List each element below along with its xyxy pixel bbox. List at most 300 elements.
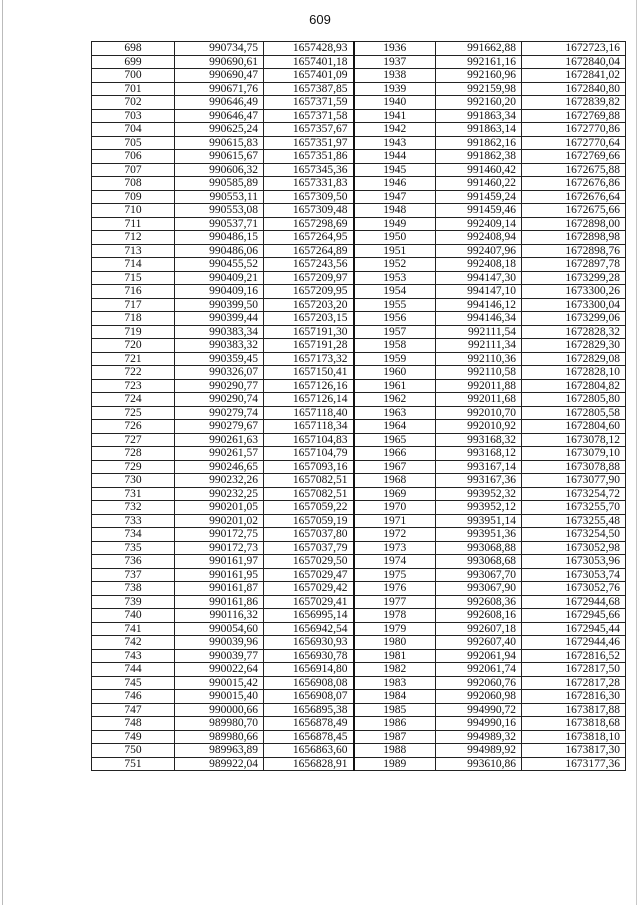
- x-coordinate-cell: 993168,12: [436, 447, 522, 461]
- y-coordinate-cell: 1673053,74: [522, 568, 626, 582]
- table-row: [92, 501, 626, 515]
- point-number-cell: 1981: [354, 649, 436, 663]
- point-number-cell: 1938: [354, 69, 436, 83]
- x-coordinate-cell: 990279,74: [175, 406, 264, 420]
- x-coordinate-cell: 994147,30: [436, 271, 522, 285]
- y-coordinate-cell: 1657264,89: [264, 244, 354, 258]
- table-row: [92, 96, 626, 110]
- table-row: [92, 447, 626, 461]
- point-number-cell: 740: [92, 609, 175, 623]
- point-number-cell: 700: [92, 69, 175, 83]
- x-coordinate-cell: 990690,47: [175, 69, 264, 83]
- y-coordinate-cell: 1656895,38: [264, 703, 354, 717]
- table-row: [92, 177, 626, 191]
- x-coordinate-cell: 992159,98: [436, 82, 522, 96]
- x-coordinate-cell: 990022,64: [175, 663, 264, 677]
- point-number-cell: 1940: [354, 96, 436, 110]
- x-coordinate-cell: 992111,54: [436, 325, 522, 339]
- table-row: [92, 69, 626, 83]
- x-coordinate-cell: 989963,89: [175, 744, 264, 758]
- y-coordinate-cell: 1657104,79: [264, 447, 354, 461]
- coordinates-table: [91, 41, 626, 771]
- y-coordinate-cell: 1673299,28: [522, 271, 626, 285]
- y-coordinate-cell: 1657428,93: [264, 42, 354, 56]
- y-coordinate-cell: 1657082,51: [264, 474, 354, 488]
- point-number-cell: 1988: [354, 744, 436, 758]
- table-row: [92, 123, 626, 137]
- point-number-cell: 1941: [354, 109, 436, 123]
- y-coordinate-cell: 1657126,16: [264, 379, 354, 393]
- point-number-cell: 1984: [354, 690, 436, 704]
- y-coordinate-cell: 1656930,78: [264, 649, 354, 663]
- y-coordinate-cell: 1656878,45: [264, 730, 354, 744]
- y-coordinate-cell: 1673052,76: [522, 582, 626, 596]
- y-coordinate-cell: 1657209,95: [264, 285, 354, 299]
- y-coordinate-cell: 1656908,08: [264, 676, 354, 690]
- y-coordinate-cell: 1656995,14: [264, 609, 354, 623]
- x-coordinate-cell: 990606,32: [175, 163, 264, 177]
- x-coordinate-cell: 991459,46: [436, 204, 522, 218]
- point-number-cell: 698: [92, 42, 175, 56]
- x-coordinate-cell: 990625,24: [175, 123, 264, 137]
- y-coordinate-cell: 1657203,20: [264, 298, 354, 312]
- y-coordinate-cell: 1656908,07: [264, 690, 354, 704]
- point-number-cell: 1977: [354, 595, 436, 609]
- point-number-cell: 738: [92, 582, 175, 596]
- y-coordinate-cell: 1672804,60: [522, 420, 626, 434]
- point-number-cell: 1986: [354, 717, 436, 731]
- y-coordinate-cell: 1672898,76: [522, 244, 626, 258]
- x-coordinate-cell: 990161,95: [175, 568, 264, 582]
- y-coordinate-cell: 1673078,12: [522, 433, 626, 447]
- point-number-cell: 748: [92, 717, 175, 731]
- point-number-cell: 1974: [354, 555, 436, 569]
- point-number-cell: 736: [92, 555, 175, 569]
- x-coordinate-cell: 992161,16: [436, 55, 522, 69]
- x-coordinate-cell: 990671,76: [175, 82, 264, 96]
- point-number-cell: 741: [92, 622, 175, 636]
- point-number-cell: 722: [92, 366, 175, 380]
- coordinates-table-body: [92, 42, 626, 771]
- y-coordinate-cell: 1672829,30: [522, 339, 626, 353]
- x-coordinate-cell: 990690,61: [175, 55, 264, 69]
- x-coordinate-cell: 990409,21: [175, 271, 264, 285]
- y-coordinate-cell: 1672675,66: [522, 204, 626, 218]
- y-coordinate-cell: 1672817,50: [522, 663, 626, 677]
- x-coordinate-cell: 990359,45: [175, 352, 264, 366]
- table-row: [92, 474, 626, 488]
- y-coordinate-cell: 1657126,14: [264, 393, 354, 407]
- x-coordinate-cell: 992061,94: [436, 649, 522, 663]
- table-row: [92, 744, 626, 758]
- point-number-cell: 1976: [354, 582, 436, 596]
- point-number-cell: 1936: [354, 42, 436, 56]
- table-row: [92, 420, 626, 434]
- table-row: [92, 676, 626, 690]
- x-coordinate-cell: 989980,66: [175, 730, 264, 744]
- point-number-cell: 718: [92, 312, 175, 326]
- point-number-cell: 712: [92, 231, 175, 245]
- y-coordinate-cell: 1656942,54: [264, 622, 354, 636]
- x-coordinate-cell: 993952,12: [436, 501, 522, 515]
- x-coordinate-cell: 990290,74: [175, 393, 264, 407]
- table-row: [92, 690, 626, 704]
- point-number-cell: 743: [92, 649, 175, 663]
- point-number-cell: 1943: [354, 136, 436, 150]
- point-number-cell: 742: [92, 636, 175, 650]
- point-number-cell: 732: [92, 501, 175, 515]
- point-number-cell: 1983: [354, 676, 436, 690]
- y-coordinate-cell: 1657309,48: [264, 204, 354, 218]
- x-coordinate-cell: 992608,36: [436, 595, 522, 609]
- x-coordinate-cell: 991863,14: [436, 123, 522, 137]
- y-coordinate-cell: 1672769,66: [522, 150, 626, 164]
- x-coordinate-cell: 991460,42: [436, 163, 522, 177]
- y-coordinate-cell: 1673053,96: [522, 555, 626, 569]
- y-coordinate-cell: 1657298,69: [264, 217, 354, 231]
- x-coordinate-cell: 992110,36: [436, 352, 522, 366]
- x-coordinate-cell: 994990,72: [436, 703, 522, 717]
- x-coordinate-cell: 990232,26: [175, 474, 264, 488]
- point-number-cell: 701: [92, 82, 175, 96]
- x-coordinate-cell: 992160,20: [436, 96, 522, 110]
- x-coordinate-cell: 990455,52: [175, 258, 264, 272]
- x-coordinate-cell: 990734,75: [175, 42, 264, 56]
- table-row: [92, 514, 626, 528]
- table-row: [92, 717, 626, 731]
- y-coordinate-cell: 1672898,98: [522, 231, 626, 245]
- y-coordinate-cell: 1657371,59: [264, 96, 354, 110]
- point-number-cell: 706: [92, 150, 175, 164]
- table-row: [92, 366, 626, 380]
- y-coordinate-cell: 1672770,64: [522, 136, 626, 150]
- x-coordinate-cell: 990039,77: [175, 649, 264, 663]
- point-number-cell: 728: [92, 447, 175, 461]
- y-coordinate-cell: 1656914,80: [264, 663, 354, 677]
- point-number-cell: 733: [92, 514, 175, 528]
- x-coordinate-cell: 991460,22: [436, 177, 522, 191]
- table-row: [92, 433, 626, 447]
- scan-edge-right: [636, 0, 637, 905]
- x-coordinate-cell: 992607,40: [436, 636, 522, 650]
- y-coordinate-cell: 1657029,41: [264, 595, 354, 609]
- x-coordinate-cell: 990615,67: [175, 150, 264, 164]
- page-number: 609: [309, 12, 331, 27]
- x-coordinate-cell: 990383,34: [175, 325, 264, 339]
- table-row: [92, 757, 626, 771]
- table-row: [92, 244, 626, 258]
- table-row: [92, 703, 626, 717]
- x-coordinate-cell: 990646,49: [175, 96, 264, 110]
- point-number-cell: 744: [92, 663, 175, 677]
- table-row: [92, 582, 626, 596]
- point-number-cell: 1964: [354, 420, 436, 434]
- point-number-cell: 1939: [354, 82, 436, 96]
- y-coordinate-cell: 1657093,16: [264, 460, 354, 474]
- y-coordinate-cell: 1657173,32: [264, 352, 354, 366]
- point-number-cell: 1951: [354, 244, 436, 258]
- y-coordinate-cell: 1672945,44: [522, 622, 626, 636]
- x-coordinate-cell: 992110,58: [436, 366, 522, 380]
- y-coordinate-cell: 1657029,42: [264, 582, 354, 596]
- point-number-cell: 713: [92, 244, 175, 258]
- x-coordinate-cell: 990585,89: [175, 177, 264, 191]
- y-coordinate-cell: 1657118,40: [264, 406, 354, 420]
- point-number-cell: 1979: [354, 622, 436, 636]
- y-coordinate-cell: 1672676,86: [522, 177, 626, 191]
- x-coordinate-cell: 990232,25: [175, 487, 264, 501]
- point-number-cell: 1975: [354, 568, 436, 582]
- y-coordinate-cell: 1672676,64: [522, 190, 626, 204]
- y-coordinate-cell: 1673255,48: [522, 514, 626, 528]
- point-number-cell: 1966: [354, 447, 436, 461]
- point-number-cell: 709: [92, 190, 175, 204]
- x-coordinate-cell: 993610,86: [436, 757, 522, 771]
- point-number-cell: 702: [92, 96, 175, 110]
- y-coordinate-cell: 1672898,00: [522, 217, 626, 231]
- table-row: [92, 150, 626, 164]
- y-coordinate-cell: 1673299,06: [522, 312, 626, 326]
- y-coordinate-cell: 1673077,90: [522, 474, 626, 488]
- y-coordinate-cell: 1672723,16: [522, 42, 626, 56]
- x-coordinate-cell: 990646,47: [175, 109, 264, 123]
- x-coordinate-cell: 990261,57: [175, 447, 264, 461]
- x-coordinate-cell: 990039,96: [175, 636, 264, 650]
- y-coordinate-cell: 1657118,34: [264, 420, 354, 434]
- y-coordinate-cell: 1672816,30: [522, 690, 626, 704]
- y-coordinate-cell: 1672817,28: [522, 676, 626, 690]
- y-coordinate-cell: 1672944,68: [522, 595, 626, 609]
- x-coordinate-cell: 990486,15: [175, 231, 264, 245]
- table-row: [92, 339, 626, 353]
- point-number-cell: 1957: [354, 325, 436, 339]
- x-coordinate-cell: 990201,02: [175, 514, 264, 528]
- point-number-cell: 1973: [354, 541, 436, 555]
- point-number-cell: 726: [92, 420, 175, 434]
- point-number-cell: 1969: [354, 487, 436, 501]
- y-coordinate-cell: 1657331,83: [264, 177, 354, 191]
- y-coordinate-cell: 1673255,70: [522, 501, 626, 515]
- y-coordinate-cell: 1657401,18: [264, 55, 354, 69]
- y-coordinate-cell: 1657203,15: [264, 312, 354, 326]
- table-row: [92, 325, 626, 339]
- point-number-cell: 699: [92, 55, 175, 69]
- x-coordinate-cell: 990161,97: [175, 555, 264, 569]
- table-row: [92, 82, 626, 96]
- table-row: [92, 609, 626, 623]
- point-number-cell: 747: [92, 703, 175, 717]
- point-number-cell: 1965: [354, 433, 436, 447]
- table-row: [92, 352, 626, 366]
- table-row: [92, 568, 626, 582]
- point-number-cell: 1962: [354, 393, 436, 407]
- point-number-cell: 749: [92, 730, 175, 744]
- point-number-cell: 719: [92, 325, 175, 339]
- x-coordinate-cell: 990172,75: [175, 528, 264, 542]
- y-coordinate-cell: 1657357,67: [264, 123, 354, 137]
- y-coordinate-cell: 1656863,60: [264, 744, 354, 758]
- table-row: [92, 298, 626, 312]
- table-row: [92, 163, 626, 177]
- y-coordinate-cell: 1673052,98: [522, 541, 626, 555]
- x-coordinate-cell: 989922,04: [175, 757, 264, 771]
- point-number-cell: 1956: [354, 312, 436, 326]
- y-coordinate-cell: 1673300,26: [522, 285, 626, 299]
- y-coordinate-cell: 1657351,97: [264, 136, 354, 150]
- y-coordinate-cell: 1673817,30: [522, 744, 626, 758]
- point-number-cell: 1950: [354, 231, 436, 245]
- x-coordinate-cell: 994147,10: [436, 285, 522, 299]
- table-row: [92, 217, 626, 231]
- point-number-cell: 1980: [354, 636, 436, 650]
- y-coordinate-cell: 1672675,88: [522, 163, 626, 177]
- x-coordinate-cell: 990615,83: [175, 136, 264, 150]
- x-coordinate-cell: 990261,63: [175, 433, 264, 447]
- point-number-cell: 1948: [354, 204, 436, 218]
- table-row: [92, 393, 626, 407]
- x-coordinate-cell: 993951,36: [436, 528, 522, 542]
- point-number-cell: 715: [92, 271, 175, 285]
- point-number-cell: 751: [92, 757, 175, 771]
- x-coordinate-cell: 990399,44: [175, 312, 264, 326]
- y-coordinate-cell: 1673078,88: [522, 460, 626, 474]
- x-coordinate-cell: 993067,90: [436, 582, 522, 596]
- y-coordinate-cell: 1657059,22: [264, 501, 354, 515]
- y-coordinate-cell: 1672840,04: [522, 55, 626, 69]
- y-coordinate-cell: 1672805,80: [522, 393, 626, 407]
- table-row: [92, 271, 626, 285]
- y-coordinate-cell: 1657037,80: [264, 528, 354, 542]
- point-number-cell: 1937: [354, 55, 436, 69]
- x-coordinate-cell: 991662,88: [436, 42, 522, 56]
- x-coordinate-cell: 993167,36: [436, 474, 522, 488]
- y-coordinate-cell: 1673300,04: [522, 298, 626, 312]
- x-coordinate-cell: 990054,60: [175, 622, 264, 636]
- point-number-cell: 705: [92, 136, 175, 150]
- y-coordinate-cell: 1657345,36: [264, 163, 354, 177]
- x-coordinate-cell: 989980,70: [175, 717, 264, 731]
- x-coordinate-cell: 991459,24: [436, 190, 522, 204]
- y-coordinate-cell: 1672945,66: [522, 609, 626, 623]
- point-number-cell: 704: [92, 123, 175, 137]
- x-coordinate-cell: 990172,73: [175, 541, 264, 555]
- x-coordinate-cell: 990486,06: [175, 244, 264, 258]
- y-coordinate-cell: 1673818,10: [522, 730, 626, 744]
- table-row: [92, 136, 626, 150]
- y-coordinate-cell: 1657401,09: [264, 69, 354, 83]
- y-coordinate-cell: 1672828,32: [522, 325, 626, 339]
- x-coordinate-cell: 993168,32: [436, 433, 522, 447]
- x-coordinate-cell: 990326,07: [175, 366, 264, 380]
- y-coordinate-cell: 1656878,49: [264, 717, 354, 731]
- point-number-cell: 1978: [354, 609, 436, 623]
- point-number-cell: 716: [92, 285, 175, 299]
- y-coordinate-cell: 1673254,72: [522, 487, 626, 501]
- table-row: [92, 636, 626, 650]
- x-coordinate-cell: 992408,18: [436, 258, 522, 272]
- point-number-cell: 734: [92, 528, 175, 542]
- table-row: [92, 649, 626, 663]
- x-coordinate-cell: 993951,14: [436, 514, 522, 528]
- point-number-cell: 1945: [354, 163, 436, 177]
- scan-edge-left: [2, 0, 3, 905]
- point-number-cell: 1961: [354, 379, 436, 393]
- point-number-cell: 1946: [354, 177, 436, 191]
- y-coordinate-cell: 1657191,28: [264, 339, 354, 353]
- y-coordinate-cell: 1656930,93: [264, 636, 354, 650]
- x-coordinate-cell: 992060,98: [436, 690, 522, 704]
- y-coordinate-cell: 1657059,19: [264, 514, 354, 528]
- x-coordinate-cell: 992407,96: [436, 244, 522, 258]
- y-coordinate-cell: 1672840,80: [522, 82, 626, 96]
- point-number-cell: 731: [92, 487, 175, 501]
- point-number-cell: 1947: [354, 190, 436, 204]
- point-number-cell: 707: [92, 163, 175, 177]
- table-row: [92, 730, 626, 744]
- x-coordinate-cell: 992111,34: [436, 339, 522, 353]
- table-row: [92, 109, 626, 123]
- y-coordinate-cell: 1672829,08: [522, 352, 626, 366]
- x-coordinate-cell: 993068,88: [436, 541, 522, 555]
- point-number-cell: 730: [92, 474, 175, 488]
- point-number-cell: 1963: [354, 406, 436, 420]
- y-coordinate-cell: 1672828,10: [522, 366, 626, 380]
- point-number-cell: 708: [92, 177, 175, 191]
- table-row: [92, 595, 626, 609]
- point-number-cell: 1958: [354, 339, 436, 353]
- point-number-cell: 710: [92, 204, 175, 218]
- table-row: [92, 42, 626, 56]
- table-row: [92, 663, 626, 677]
- x-coordinate-cell: 990015,40: [175, 690, 264, 704]
- table-row: [92, 622, 626, 636]
- x-coordinate-cell: 990201,05: [175, 501, 264, 515]
- x-coordinate-cell: 991862,16: [436, 136, 522, 150]
- point-number-cell: 750: [92, 744, 175, 758]
- x-coordinate-cell: 992409,14: [436, 217, 522, 231]
- y-coordinate-cell: 1657371,58: [264, 109, 354, 123]
- table-row: [92, 460, 626, 474]
- point-number-cell: 725: [92, 406, 175, 420]
- y-coordinate-cell: 1672944,46: [522, 636, 626, 650]
- y-coordinate-cell: 1672897,78: [522, 258, 626, 272]
- y-coordinate-cell: 1672841,02: [522, 69, 626, 83]
- y-coordinate-cell: 1657243,56: [264, 258, 354, 272]
- x-coordinate-cell: 990246,65: [175, 460, 264, 474]
- x-coordinate-cell: 990383,32: [175, 339, 264, 353]
- x-coordinate-cell: 994146,34: [436, 312, 522, 326]
- point-number-cell: 1949: [354, 217, 436, 231]
- x-coordinate-cell: 990161,87: [175, 582, 264, 596]
- x-coordinate-cell: 993067,70: [436, 568, 522, 582]
- point-number-cell: 735: [92, 541, 175, 555]
- point-number-cell: 723: [92, 379, 175, 393]
- y-coordinate-cell: 1673817,88: [522, 703, 626, 717]
- point-number-cell: 1982: [354, 663, 436, 677]
- x-coordinate-cell: 992160,96: [436, 69, 522, 83]
- point-number-cell: 1972: [354, 528, 436, 542]
- point-number-cell: 703: [92, 109, 175, 123]
- x-coordinate-cell: 990279,67: [175, 420, 264, 434]
- x-coordinate-cell: 994989,92: [436, 744, 522, 758]
- point-number-cell: 737: [92, 568, 175, 582]
- x-coordinate-cell: 994146,12: [436, 298, 522, 312]
- table-row: [92, 55, 626, 69]
- point-number-cell: 745: [92, 676, 175, 690]
- point-number-cell: 717: [92, 298, 175, 312]
- x-coordinate-cell: 991863,34: [436, 109, 522, 123]
- y-coordinate-cell: 1673177,36: [522, 757, 626, 771]
